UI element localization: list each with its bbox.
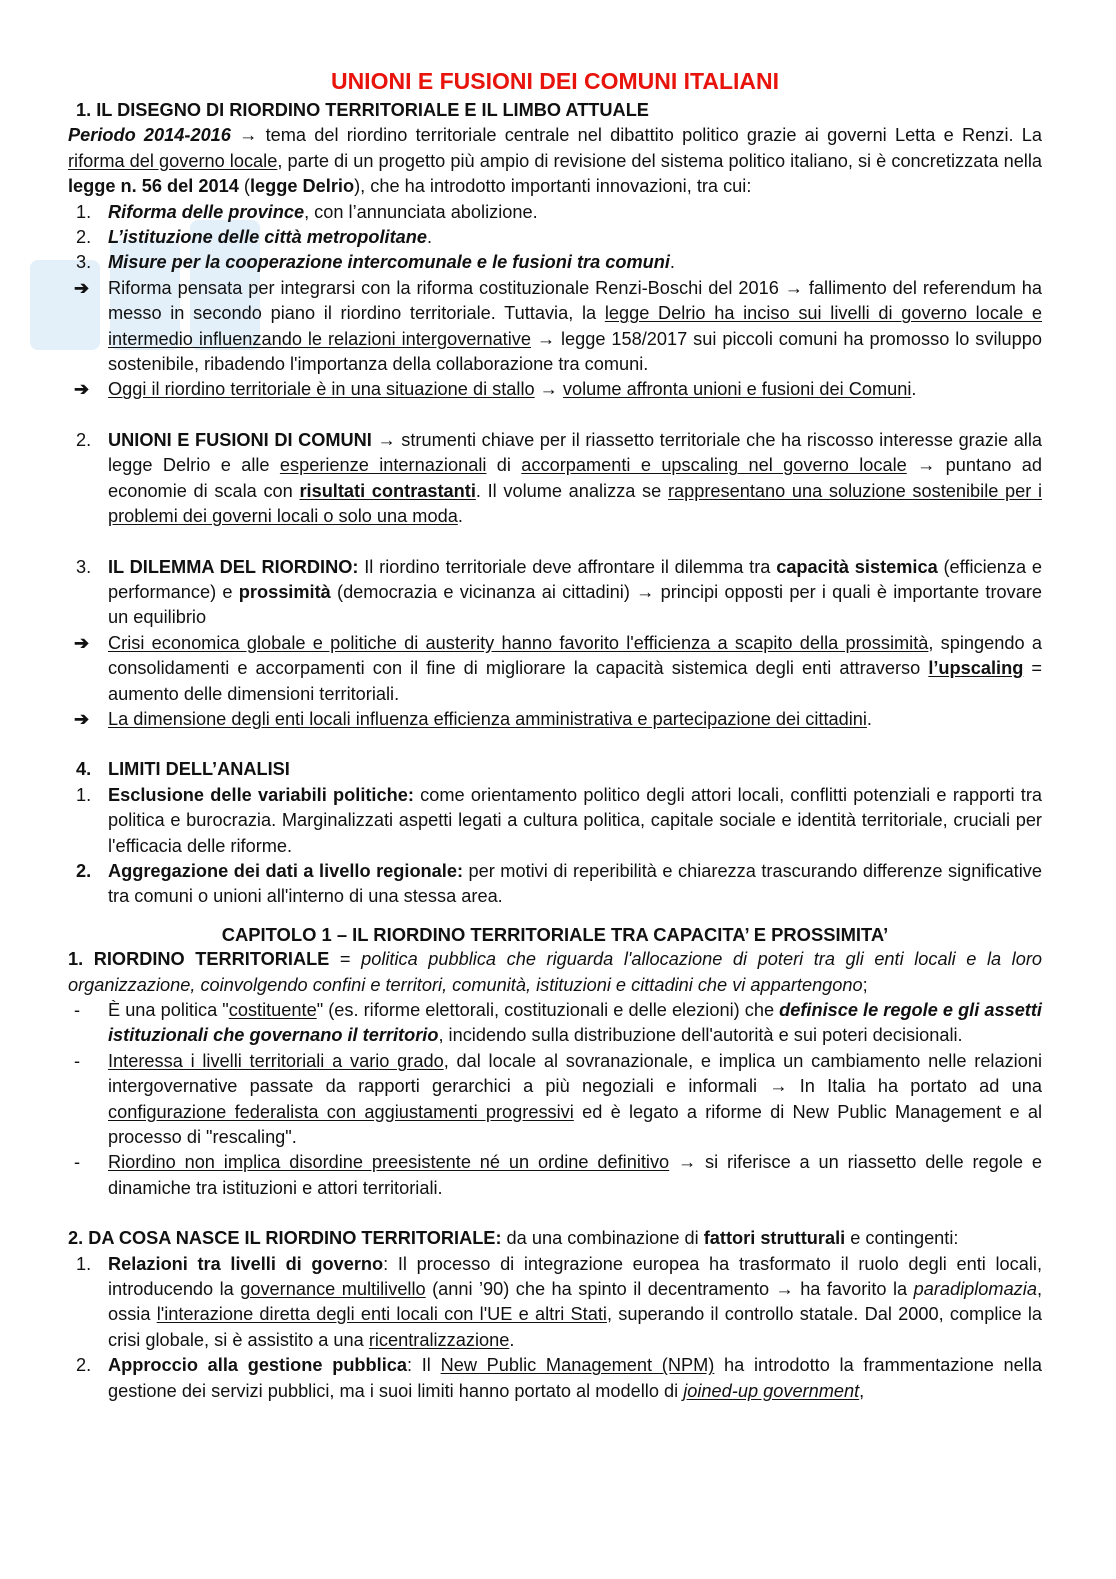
text: , incidendo sulla distribuzione dell'autorità e sui poteri decisionali. (438, 1025, 963, 1046)
text: → puntano ad economie di scala con (108, 455, 1043, 501)
text: . (427, 227, 433, 248)
text-bold: legge n. 56 del 2014 (68, 176, 239, 197)
section-2 (68, 428, 1042, 530)
list-item (68, 225, 1042, 250)
text: ed è legato a riforme di New Public Management e al processo di "rescaling". (108, 1101, 1042, 1148)
text-bold: IL DILEMMA DEL RIORDINO: (108, 556, 359, 577)
text-underlined: Crisi economica globale e politiche di austerity hanno favorito l'efficienza a scapito della prossimità (108, 632, 929, 653)
text: , superando il controllo statale. Dal 2000, complice la crisi globale, si è assistito a una (108, 1304, 1043, 1350)
dash-bullet: - (74, 1152, 81, 1173)
text: → legge 158/2017 sui piccoli comuni ha promosso lo sviluppo sostenibile, ribadendo l'importanza della collaborazione tra comuni. (108, 328, 1043, 375)
list-number: 2. (76, 860, 92, 881)
section-3 (68, 555, 1042, 631)
text: Riforma pensata per integrarsi con la riforma costituzionale Renzi-Boschi del 2016 → fallimento del referendum ha messo in secondo piano il riordino territoriale. Tuttavia, la (108, 277, 1042, 324)
text: , spingendo a consolidamenti e accorpamenti con il fine di migliorare la capacità sistemica degli enti attraverso (108, 632, 1043, 679)
text-italic: politica pubblica che riguarda l'allocazione di poteri tra gli enti locali e la loro organizzazione, coinvolgendo confini e territori, comunità, istituzioni e cittadini che vi appartengono (68, 949, 1043, 995)
text-bold: Aggregazione dei dati a livello regionale: (108, 860, 463, 881)
text-italic-underlined: joined-up government (683, 1380, 860, 1401)
text-underlined: l'interazione diretta degli enti locali con l'UE e altri Stati (156, 1304, 607, 1325)
text-underlined: La dimensione degli enti locali influenza efficienza amministrativa e partecipazione dei cittadini (108, 708, 867, 729)
text: → (534, 379, 563, 400)
text: (democrazia e vicinanza ai cittadini) → principi opposti per i quali è importante trovare un equilibrio (108, 581, 1042, 628)
text: (efficienza e performance) e (108, 556, 1042, 602)
text-bold: legge Delrio (249, 176, 355, 197)
paragraph-intro (68, 123, 1042, 199)
list-number: 2. (76, 227, 92, 248)
text: = aumento delle dimensioni territoriali. (108, 658, 1042, 704)
text-bold: Misure per la cooperazione intercomunale e le fusioni tra comuni (108, 252, 670, 273)
list-item (68, 200, 1042, 225)
text: , parte di un progetto più ampio di revisione del sistema politico italiano, si è concretizzata nella (277, 150, 1043, 171)
text-underlined: Interessa i livelli territoriali a vario grado (108, 1050, 444, 1071)
text-underlined: configurazione federalista con aggiustamenti progressivi (108, 1101, 574, 1122)
text: per motivi di reperibilità e chiarezza trascurando differenze significative tra comuni o unioni all'interno di una stessa area. (108, 860, 1042, 907)
period-label: Periodo 2014-2016 (68, 125, 231, 146)
list-number: 3. (76, 556, 92, 577)
list-number: 1. (76, 201, 92, 222)
dash-item (68, 1049, 1042, 1151)
text: . (866, 708, 872, 729)
text-underlined: volume affronta unioni e fusioni dei Comuni (562, 379, 912, 400)
text: ), che ha introdotto importanti innovazioni, tra cui: (354, 176, 752, 197)
paragraph-origins (68, 1226, 1042, 1251)
list-item (68, 1252, 1042, 1354)
list-item (68, 783, 1042, 859)
text: : Il (406, 1355, 441, 1376)
text: . (509, 1329, 515, 1350)
text: ha introdotto la frammentazione nella gestione dei servizi pubblici, ma i suoi limiti hanno portato al modello di (108, 1355, 1042, 1401)
text: " (es. riforme elettorali, costituzionali e delle elezioni) che (316, 1000, 780, 1020)
text: È una politica " (108, 1000, 229, 1020)
text-underlined: rappresentano una soluzione sostenibile per i problemi dei governi locali o solo una moda (108, 480, 1042, 527)
list-number: 2. (76, 429, 92, 450)
text-bold: fattori strutturali (703, 1228, 846, 1249)
list-item (68, 1353, 1042, 1404)
text-bold: L’istituzione delle città metropolitane (108, 227, 427, 248)
dash-bullet: - (74, 1000, 81, 1020)
text-bold: 2. DA COSA NASCE IL RIORDINO TERRITORIALE: (68, 1228, 502, 1249)
list-number: 3. (76, 252, 92, 273)
list-number: 2. (76, 1355, 92, 1376)
text-bold: UNIONI E FUSIONI DI COMUNI (108, 429, 372, 450)
dash-bullet: - (74, 1050, 81, 1071)
page-title: UNIONI E FUSIONI DEI COMUNI ITALIANI (330, 68, 780, 94)
section-4-heading (68, 757, 1042, 782)
text: ; (862, 974, 868, 995)
text: : Il processo di integrazione europea ha trasformato il ruolo degli enti locali, introducendo la (108, 1253, 1042, 1300)
text-bold: Esclusione delle variabili politiche: (108, 784, 414, 805)
text: → strumenti chiave per il riassetto territoriale che ha riscosso interesse grazie alla legge Delrio e alle (108, 429, 1043, 476)
text-bold: 1. RIORDINO TERRITORIALE (68, 949, 330, 970)
arrow-icon: ➔ (74, 379, 90, 400)
text-underlined: ricentralizzazione (368, 1329, 510, 1350)
arrow-icon: ➔ (74, 277, 90, 298)
chapter-title: CAPITOLO 1 – IL RIORDINO TERRITORIALE TRA CAPACITA’ E PROSSIMITA’ (221, 923, 889, 945)
section-heading-1: 1. IL DISEGNO DI RIORDINO TERRITORIALE E IL LIMBO ATTUALE (76, 100, 649, 120)
text: → tema del riordino territoriale centrale nel dibattito politico grazie ai governi Letta e Renzi. La (230, 125, 1042, 146)
text-bold-underlined: risultati contrastanti (299, 480, 476, 501)
arrow-item (68, 707, 1042, 732)
text-bold: Relazioni tra livelli di governo (108, 1253, 384, 1274)
text: . (457, 506, 463, 527)
text-underlined: costituente (228, 1000, 317, 1020)
text: di (486, 455, 522, 476)
text: . (911, 379, 917, 400)
text: come orientamento politico degli attori locali, conflitti potenziali e rapporti tra politica e burocrazia. Marginalizzati aspetti legati a cultura politica, capitale sociale e identità territoriale, cruciali per l'efficacia delle riforme. (108, 784, 1042, 856)
text: , dal locale al sovranazionale, e implica un cambiamento nelle relazioni intergovernative passate da rapporti gerarchici a più negoziali e informali → In Italia ha portato ad una (108, 1050, 1042, 1097)
text-bold: Riforma delle province (108, 201, 305, 222)
text-italic: paradiplomazia (913, 1279, 1037, 1300)
arrow-item (68, 276, 1042, 378)
arrow-icon: ➔ (74, 632, 90, 653)
document-page (68, 66, 1042, 1404)
text: , con l’annunciata abolizione. (304, 201, 538, 222)
dash-item (68, 1150, 1042, 1201)
list-number: 1. (76, 784, 92, 805)
text-underlined: legge Delrio ha inciso sui livelli di governo locale e intermedio influenzando le relazioni intergovernative (108, 303, 1042, 349)
text: = (329, 949, 362, 970)
text: , (859, 1380, 865, 1401)
text-bold-italic: definisce le regole e gli assetti istituzionali che governano il territorio (108, 1000, 1042, 1046)
text: (anni ’90) che ha spinto il decentramento → ha favorito la (425, 1279, 914, 1300)
text-bold: capacità sistemica (776, 556, 938, 577)
text-bold-underlined: l’upscaling (928, 658, 1024, 679)
text: da una combinazione di (501, 1228, 704, 1249)
list-number: 1. (76, 1253, 92, 1274)
text-underlined: accorpamenti e upscaling nel governo locale (521, 455, 907, 476)
text-underlined: governance multilivello (240, 1279, 426, 1300)
list-item (68, 250, 1042, 275)
text: → si riferisce a un riassetto delle regole e dinamiche tra istituzioni e attori territoriali. (108, 1152, 1042, 1198)
text: ( (238, 176, 250, 197)
text-underlined: Riordino non implica disordine preesistente né un ordine definitivo (108, 1152, 670, 1173)
text-underlined: riforma del governo locale (68, 150, 278, 171)
arrow-item (68, 377, 1042, 402)
list-item (68, 859, 1042, 910)
text: . Il volume analizza se (475, 480, 668, 501)
text-underlined: Oggi il riordino territoriale è in una situazione di stallo (108, 379, 535, 400)
text: e contingenti: (845, 1228, 959, 1249)
dash-item (68, 998, 1042, 1049)
list-number: 4. (76, 759, 92, 780)
arrow-item (68, 631, 1042, 707)
text-bold: prossimità (238, 581, 331, 602)
text: Il riordino territoriale deve affrontare il dilemma tra (358, 556, 777, 577)
text: . (669, 252, 675, 273)
paragraph-definition (68, 947, 1042, 998)
text-underlined: New Public Management (NPM) (440, 1355, 715, 1376)
arrow-icon: ➔ (74, 708, 90, 729)
text: , ossia (108, 1279, 1042, 1325)
text-underlined: esperienze internazionali (279, 455, 487, 476)
text-bold: LIMITI DELL’ANALISI (108, 759, 290, 780)
text-bold: Approccio alla gestione pubblica (108, 1355, 407, 1376)
